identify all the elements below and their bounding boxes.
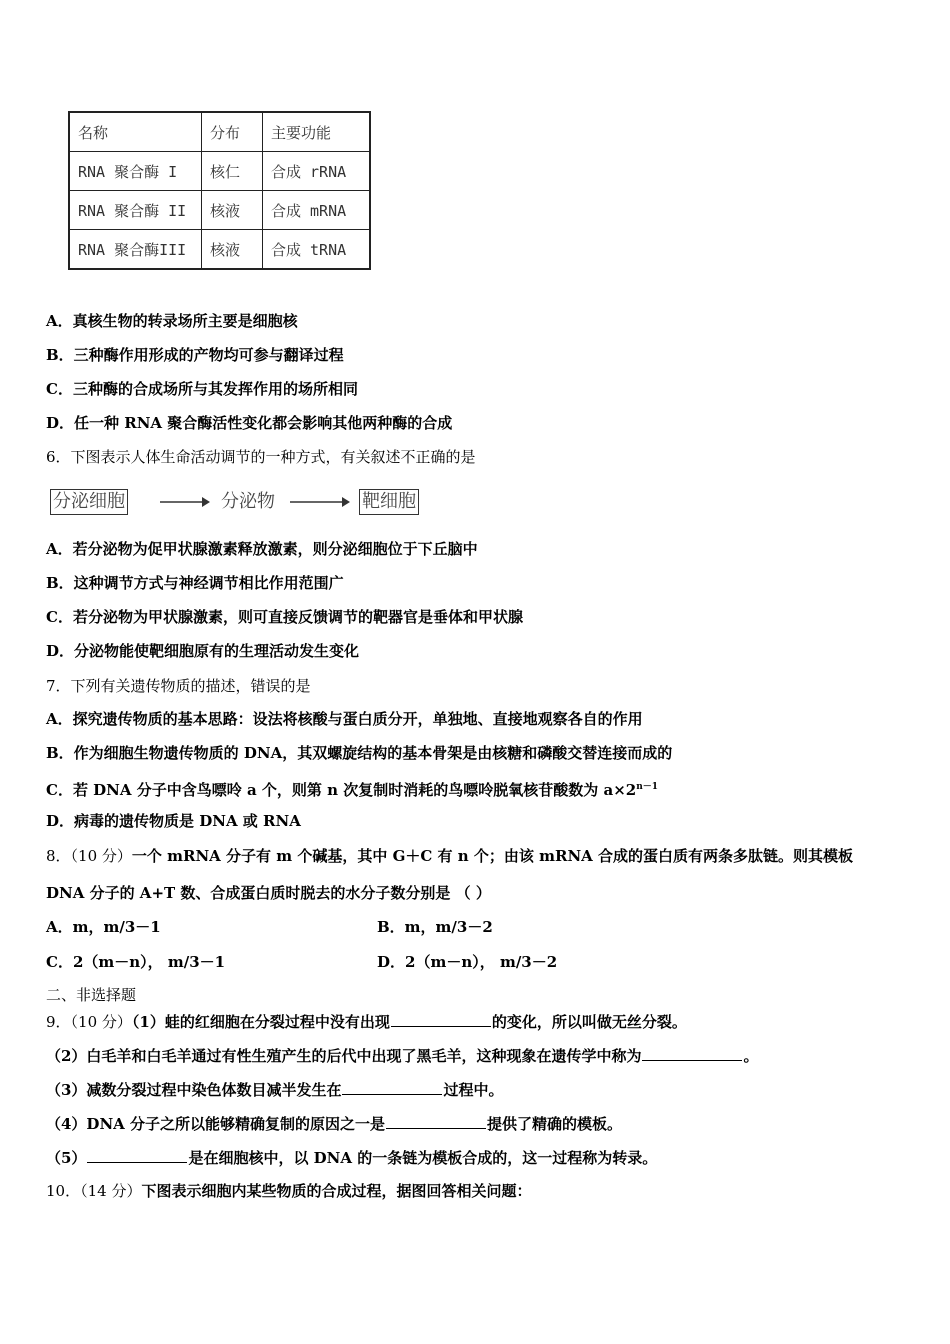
q9-part3 [46,1079,503,1100]
q8-option-a: A．m，m/3－1 [46,918,161,936]
q7-option-c-text: C．若 DNA 分子中含鸟嘌呤 a 个，则第 n 次复制时消耗的鸟嘌呤脱氧核苷酸数为 a×2 [46,781,637,799]
flow-arrow-icon [290,494,350,510]
q9-part2 [46,1045,758,1066]
section-heading: 二、非选择题 [46,986,137,1004]
q7-option-c-exponent: n－1 [636,782,659,792]
q6-option-b: B．这种调节方式与神经调节相比作用范围广 [46,574,344,592]
answer-blank[interactable] [391,1011,491,1027]
q7-option-a: A．探究遗传物质的基本思路：设法将核酸与蛋白质分开，单独地、直接地观察各自的作用 [46,710,643,728]
q7-option-b: B．作为细胞生物遗传物质的 DNA，其双螺旋结构的基本骨架是由核糖和磷酸交替连接而成的 [46,744,673,762]
answer-blank[interactable] [386,1113,486,1129]
q9-part3-a: （3）减数分裂过程中染色体数目减半发生在 [46,1081,342,1099]
q9-part4-a: （4）DNA 分子之所以能够精确复制的原因之一是 [46,1115,386,1133]
q7-option-c [46,777,658,800]
q9-part5-a: （5） [46,1149,87,1167]
q9-number: 9． [46,1013,71,1031]
table-cell: 合成 rRNA [263,152,371,191]
table-cell: RNA 聚合酶III [69,230,202,270]
q9-part1-a: （1）蛙的红细胞在分裂过程中没有出现 [131,1013,390,1031]
table-header-cell: 主要功能 [263,112,371,152]
q8-stem1: 一个 mRNA 分子有 m 个碱基，其中 G＋C 有 n 个；由该 mRNA 合成的蛋白质有两条多肽链。则其模板 [131,847,854,865]
flow-middle-text: 分泌物 [221,491,275,512]
q9-part1-b: 的变化，所以叫做无丝分裂。 [491,1013,687,1031]
q6-option-d: D．分泌物能使靶细胞原有的生理活动发生变化 [46,642,360,660]
q9-part4 [46,1113,622,1134]
table-cell: 合成 tRNA [263,230,371,270]
q6-option-c: C．若分泌物为甲状腺激素，则可直接反馈调节的靶器官是垂体和甲状腺 [46,608,523,626]
q10-score: （14 分） [80,1182,142,1200]
flow-source-box: 分泌细胞 [50,489,128,515]
q8-score: （10 分） [70,847,132,865]
q8-stem-line2: DNA 分子的 A+T 数、合成蛋白质时脱去的水分子数分别是 （ ） [46,884,491,902]
q6-stem: 6．下图表示人体生命活动调节的一种方式，有关叙述不正确的是 [46,448,476,466]
table-header-cell: 分布 [202,112,263,152]
q8-option-b: B．m，m/3－2 [377,918,493,936]
q7-option-d: D．病毒的遗传物质是 DNA 或 RNA [46,812,301,830]
q8-option-c: C．2（m－n）， m/3－1 [46,953,226,971]
table-cell: RNA 聚合酶 II [69,191,202,230]
answer-blank[interactable] [342,1079,442,1095]
q10-stem-text: 下图表示细胞内某些物质的合成过程，据图回答相关问题： [141,1182,532,1200]
q5-option-b: B．三种酶作用形成的产物均可参与翻译过程 [46,346,344,364]
flow-target-box: 靶细胞 [359,489,419,515]
table-row [69,191,370,230]
table-cell: 核液 [202,230,263,270]
table-cell: RNA 聚合酶 I [69,152,202,191]
table-cell: 合成 mRNA [263,191,371,230]
answer-blank[interactable] [642,1045,742,1061]
table-header-row [69,112,370,152]
answer-blank[interactable] [87,1147,187,1163]
rna-polymerase-table [68,111,371,270]
q9-part1 [46,1011,687,1032]
q9-part2-a: （2）白毛羊和白毛羊通过有性生殖产生的后代中出现了黑毛羊，这种现象在遗传学中称为 [46,1047,642,1065]
flow-arrow-icon [160,494,210,510]
table-cell: 核液 [202,191,263,230]
table-cell: 核仁 [202,152,263,191]
q9-part2-b: 。 [743,1047,759,1065]
q7-stem: 7．下列有关遗传物质的描述，错误的是 [46,677,311,695]
table-row [69,152,370,191]
q9-part4-b: 提供了精确的模板。 [487,1115,623,1133]
q9-score: （10 分） [70,1013,132,1031]
q6-option-a: A．若分泌物为促甲状腺激素释放激素，则分泌细胞位于下丘脑中 [46,540,478,558]
q8-number: 8． [46,847,71,865]
q5-option-a: A．真核生物的转录场所主要是细胞核 [46,312,298,330]
q9-part5-b: 是在细胞核中，以 DNA 的一条链为模板合成的，这一过程称为转录。 [188,1149,658,1167]
q5-option-c: C．三种酶的合成场所与其发挥作用的场所相同 [46,380,358,398]
q10-stem [46,1181,531,1201]
q9-part3-b: 过程中。 [443,1081,504,1099]
q10-number: 10． [46,1182,81,1200]
q8-stem-line1 [46,846,853,866]
q8-option-d: D．2（m－n）， m/3－2 [377,953,558,971]
q9-part5 [46,1147,657,1168]
table-header-cell: 名称 [69,112,202,152]
table-row [69,230,370,270]
q5-option-d: D．任一种 RNA 聚合酶活性变化都会影响其他两种酶的合成 [46,414,453,432]
